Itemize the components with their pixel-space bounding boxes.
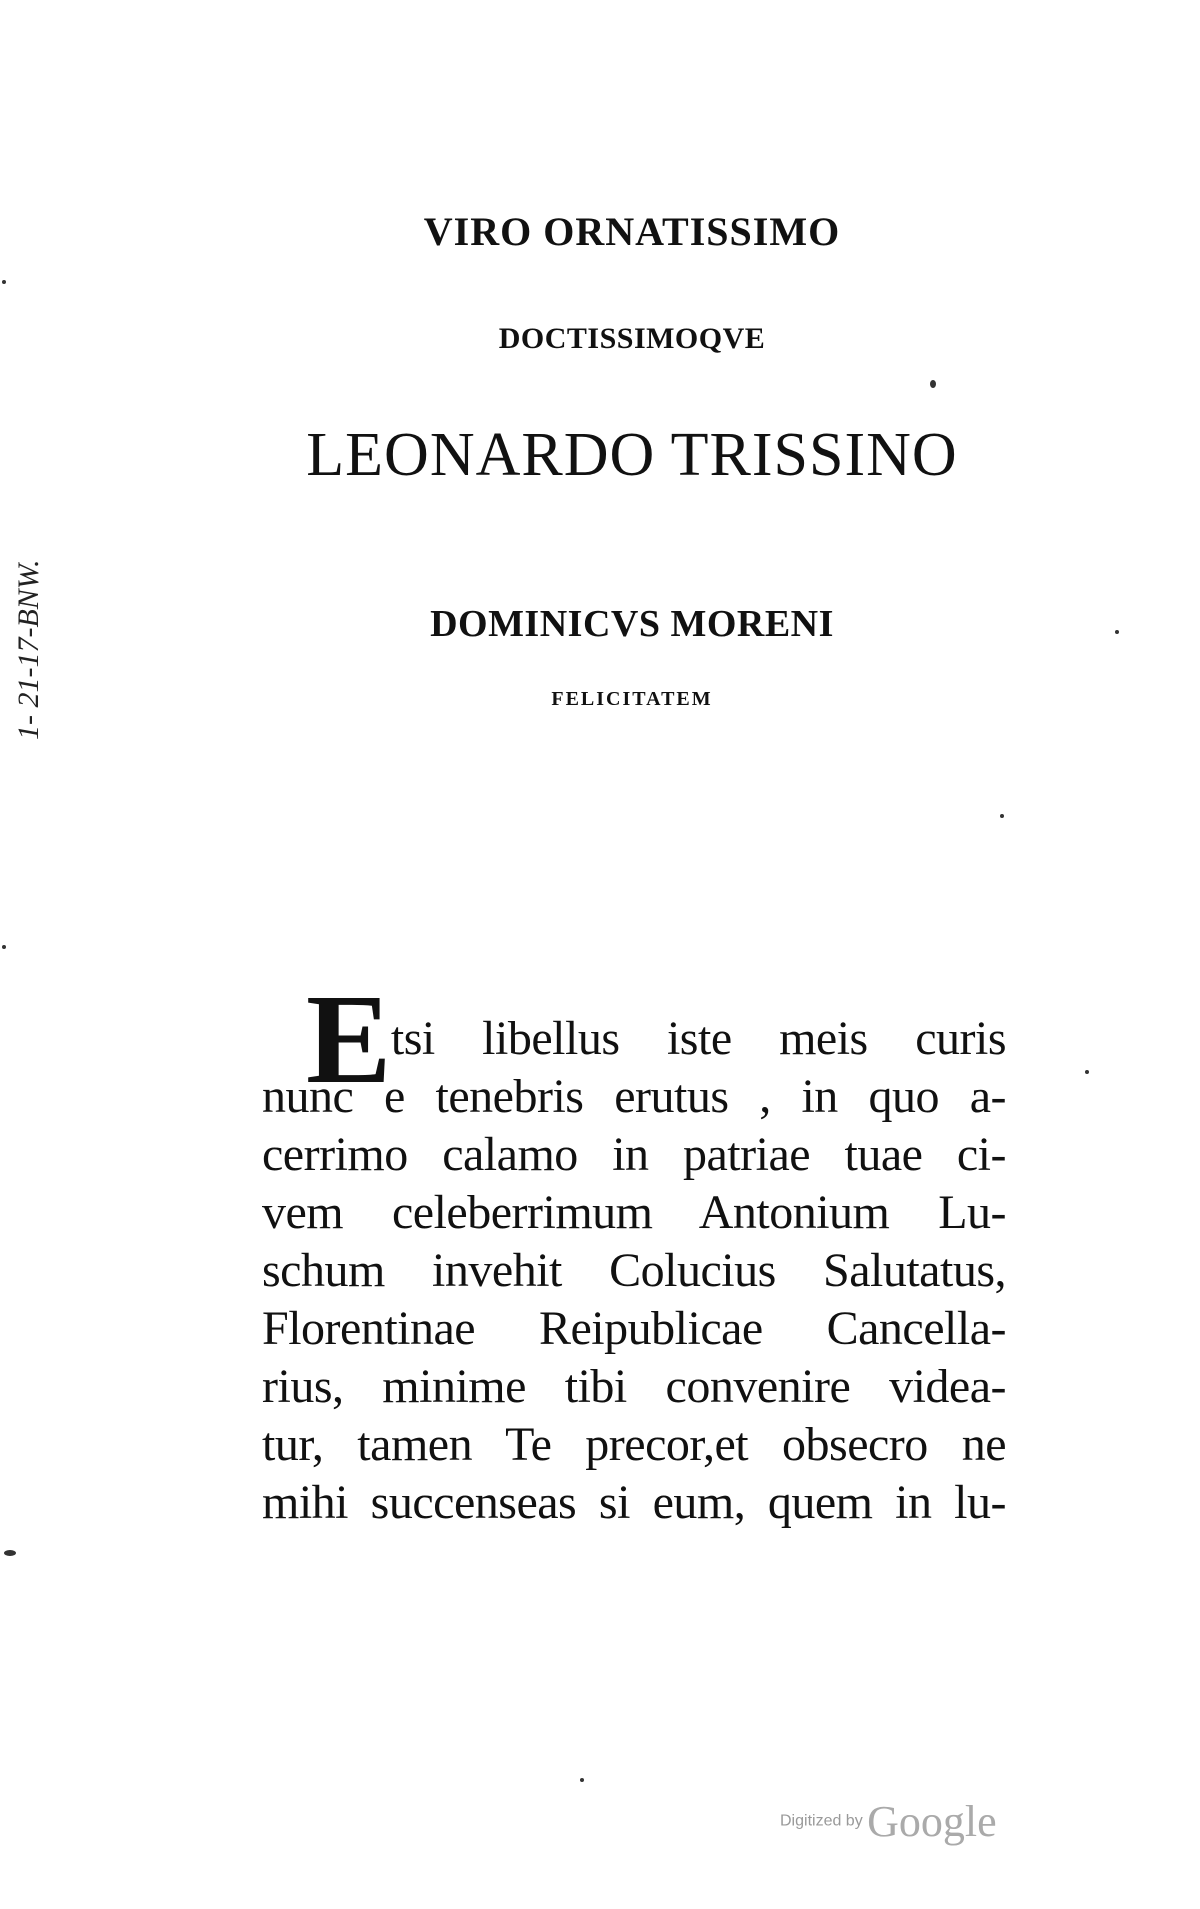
dedication-line-1: VIRO ORNATISSIMO — [423, 209, 841, 254]
author-name: DOMINICVS MORENI — [430, 603, 834, 645]
body-line: schum invehit Colucius Salutatus, — [262, 1244, 1006, 1297]
print-speck — [4, 1550, 16, 1556]
dedication-line-2: DOCTISSIMOQVE — [498, 322, 766, 355]
body-line: rius, minime tibi convenire videa- — [262, 1360, 1006, 1413]
google-logo: Google — [867, 1797, 997, 1846]
body-line: vem celeberrimum Antonium Lu- — [262, 1186, 1006, 1239]
handwritten-margin-note: 1- 21-17-BNW. — [12, 559, 45, 740]
body-line: Florentinae Reipublicae Cancella- — [262, 1302, 1006, 1355]
print-speck — [1115, 630, 1119, 634]
print-speck — [1085, 1070, 1089, 1074]
body-line: tsi libellus iste meis curis — [390, 1012, 1006, 1065]
digitized-by-label: Digitized by — [780, 1812, 863, 1830]
body-line: mihi succenseas si eum, quem in lu- — [262, 1476, 1006, 1529]
print-speck — [2, 280, 6, 284]
salutation: FELICITATEM — [551, 688, 713, 710]
body-text — [262, 968, 1006, 1532]
print-speck — [930, 380, 936, 388]
drop-cap: E — [306, 968, 391, 1110]
print-speck — [580, 1778, 584, 1782]
dedicatee-name: LEONARDO TRISSINO — [306, 421, 958, 489]
google-watermark — [780, 1796, 997, 1847]
print-speck — [1000, 814, 1004, 818]
body-line: tur, tamen Te precor,et obsecro ne — [262, 1418, 1006, 1471]
print-speck — [2, 945, 6, 949]
body-line: nunc e tenebris erutus , in quo a- — [262, 1070, 1006, 1123]
body-line: cerrimo calamo in patriae tuae ci- — [262, 1128, 1006, 1181]
